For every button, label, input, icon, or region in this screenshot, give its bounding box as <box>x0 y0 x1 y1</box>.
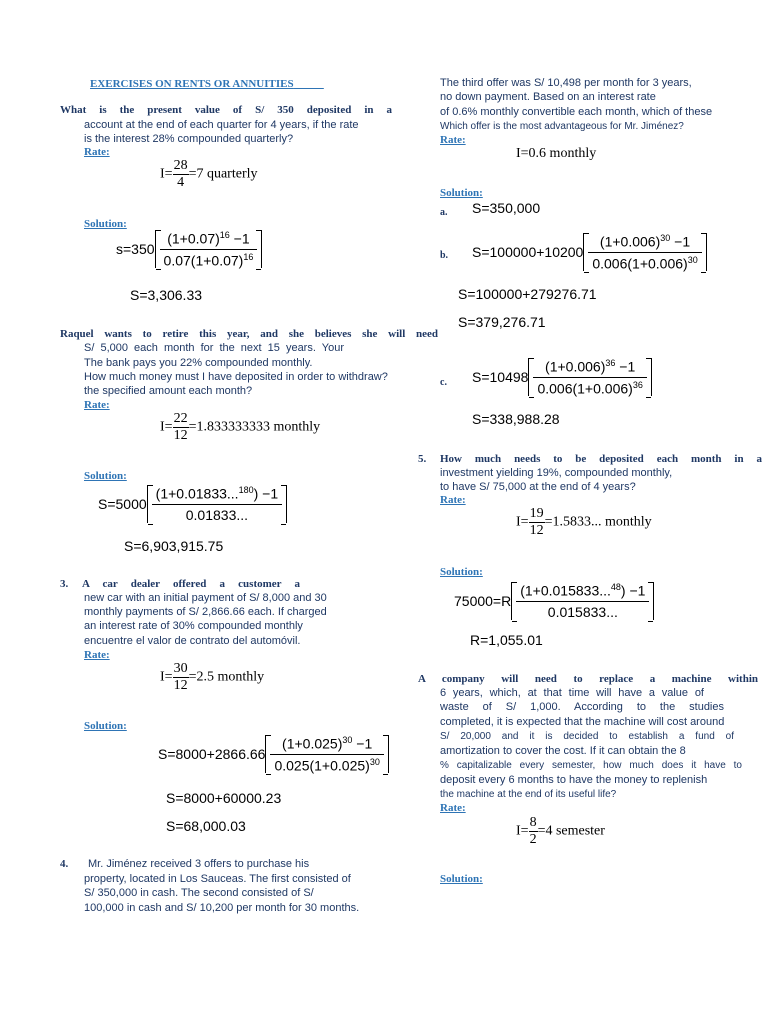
problem-6-line-5: S/ 20,000 and it is decided to establish a fund of <box>440 731 734 742</box>
solution-label: Solution: <box>440 566 483 578</box>
solution-label: Solution: <box>440 873 483 885</box>
option-b-step: S=100000+279276.71 <box>458 286 597 302</box>
problem-3-line-3: monthly payments of S/ 2,866.66 each. If charged <box>84 606 327 618</box>
problem-4-line-3: S/ 350,000 in cash. The second consisted of S/ <box>84 887 314 899</box>
problem-3-line-1: A car dealer offered a customer a <box>82 578 300 590</box>
problem-2-line-4: How much money must I have deposited in order to withdraw? <box>84 371 388 383</box>
problem-6-line-8: deposit every 6 months to have the money to replenish <box>440 774 708 786</box>
option-c-formula: S=10498 $\frac{(1+0.006)^{36} -1}{0.006(1+0.006)^{36}}$ <box>472 358 652 396</box>
problem-4-rate: I=0.6 monthly <box>516 146 597 161</box>
solution-label: Solution: <box>440 187 483 199</box>
option-b-label: b. <box>440 250 449 261</box>
problem-6-line-1: A company will need to replace a machine within <box>418 673 758 685</box>
problem-2-line-2: S/ 5,000 each month for the next 15 years. Your <box>84 342 344 354</box>
problem-4-cont-line-2: no down payment. Based on an interest rate <box>440 91 656 103</box>
problem-4-cont-line-4: Which offer is the most advantageous for Mr. Jiménez? <box>440 121 684 132</box>
problem-1-solution-formula: s=350 $\frac{(1+0.07)^{16} -1}{0.07(1+0.07)^{16}}$ <box>116 230 262 268</box>
problem-6-line-4: completed, it is expected that the machine will cost around <box>440 716 725 728</box>
rate-label: Rate: <box>440 134 466 146</box>
problem-2-line-3: The bank pays you 22% compounded monthly. <box>84 357 313 369</box>
problem-5-number: 5. <box>418 453 427 465</box>
problem-3-step: S=8000+60000.23 <box>166 790 282 806</box>
problem-6-rate-formula: I= $\frac{8}{2}$ =4 semester <box>516 815 605 847</box>
problem-3-solution-formula: S=8000+2866.66 $\frac{(1+0.025)^{30} -1}{0.025(1+0.025)^{30}}$ <box>158 735 389 773</box>
problem-3-result: S=68,000.03 <box>166 818 246 834</box>
problem-2-solution-formula: S=5000 $\frac{(1+0.01833...^{180}) -1}{0.01833...}$ <box>98 485 287 523</box>
problem-6-line-2: 6 years, which, at that time will have a value of <box>440 687 704 699</box>
option-a-label: a. <box>440 207 448 218</box>
problem-6-line-6: amortization to cover the cost. If it can obtain the 8 <box>440 745 686 757</box>
option-c-result: S=338,988.28 <box>472 411 560 427</box>
rate-label: Rate: <box>440 802 466 814</box>
problem-4-line-4: 100,000 in cash and S/ 10,200 per month for 30 months. <box>84 902 360 914</box>
problem-4-line-1: Mr. Jiménez received 3 offers to purchase his <box>88 858 310 870</box>
page-title: EXERCISES ON RENTS OR ANNUITIES <box>90 78 294 90</box>
rate-label: Rate: <box>84 649 110 661</box>
problem-1-result: S=3,306.33 <box>130 287 203 303</box>
problem-3-number: 3. <box>60 578 69 590</box>
problem-6-line-9: the machine at the end of its useful life? <box>440 789 617 800</box>
problem-2-line-1: Raquel wants to retire this year, and she believes she will need <box>60 328 438 340</box>
problem-2-line-5: the specified amount each month? <box>84 385 253 397</box>
problem-4-cont-line-1: The third offer was S/ 10,498 per month for 3 years, <box>440 77 692 89</box>
problem-1-line-1: What is the present value of S/ 350 deposited in a <box>60 104 392 116</box>
rate-label: Rate: <box>84 399 110 411</box>
problem-5-line-1: How much needs to be deposited each month in a <box>440 453 762 465</box>
problem-5-rate-formula: I= $\frac{19}{12}$ =1.5833... monthly <box>516 506 652 538</box>
problem-3-line-5: encuentre el valor de contrato del automóvil. <box>84 635 301 647</box>
problem-4-number: 4. <box>60 858 69 870</box>
problem-1-rate-formula: I= $\frac{28}{4}$ =7 quarterly <box>160 158 258 190</box>
problem-2-result: S=6,903,915.75 <box>124 538 224 554</box>
option-c-label: c. <box>440 377 447 388</box>
problem-5-line-3: to have S/ 75,000 at the end of 4 years? <box>440 481 636 493</box>
problem-5-line-2: investment yielding 19%, compounded monthly, <box>440 467 673 479</box>
problem-3-line-2: new car with an initial payment of S/ 8,000 and 30 <box>84 592 327 604</box>
problem-3-line-4: an interest rate of 30% compounded monthly <box>84 620 303 632</box>
problem-6-line-3: waste of S/ 1,000. According to the studies <box>440 701 724 713</box>
solution-label: Solution: <box>84 470 127 482</box>
problem-2-rate-formula: I= $\frac{22}{12}$ =1.833333333 monthly <box>160 411 321 443</box>
problem-1-line-3: is the interest 28% compounded quarterly? <box>84 133 294 145</box>
option-a-value: S=350,000 <box>472 200 541 216</box>
problem-4-line-2: property, located in Los Sauceas. The first consisted of <box>84 873 351 885</box>
problem-4-cont-line-3: of 0.6% monthly convertible each month, which of these <box>440 106 713 118</box>
solution-label: Solution: <box>84 720 127 732</box>
option-b-formula: S=100000+10200 $\frac{(1+0.006)^{30} -1}{0.006(1+0.006)^{30}}$ <box>472 233 707 271</box>
problem-6-line-7: % capitalizable every semester, how much does it have to <box>440 760 742 771</box>
problem-1-line-2: account at the end of each quarter for 4 years, if the rate <box>84 119 359 131</box>
problem-5-result: R=1,055.01 <box>470 632 543 648</box>
problem-3-rate-formula: I= $\frac{30}{12}$ =2.5 monthly <box>160 661 265 693</box>
problem-5-solution-formula: 75000=R $\frac{(1+0.015833...^{48}) -1}{0.015833...}$ <box>454 582 654 620</box>
rate-label: Rate: <box>84 146 110 158</box>
option-b-result: S=379,276.71 <box>458 314 546 330</box>
rate-label: Rate: <box>440 494 466 506</box>
solution-label: Solution: <box>84 218 127 230</box>
